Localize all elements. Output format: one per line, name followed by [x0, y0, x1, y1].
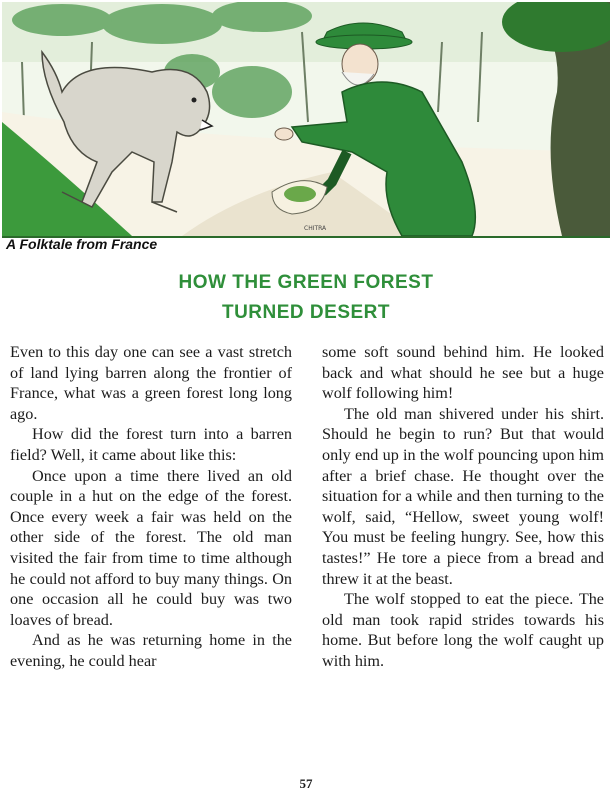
- left-column: [10, 342, 292, 672]
- caption: A Folktale from France: [6, 236, 158, 252]
- right-column: [322, 342, 604, 672]
- paragraph: Once upon a time there lived an old couple in a hut on the edge of the forest. Once every week a fair was held on the other side of the forest. The old man visited the fair from time to time although he could not afford to buy many things. On one occasion all he could buy was two loaves of bread.: [10, 466, 292, 629]
- paragraph: some soft sound behind him. He looked back and what should he see but a huge wolf following him!: [322, 343, 604, 403]
- paragraph: And as he was returning home in the evening, he could hear: [10, 631, 292, 670]
- paragraph: Even to this day one can see a vast stretch of land lying barren along the frontier of France, what was a green forest long long ago.: [10, 343, 292, 423]
- paragraph: The wolf stopped to eat the piece. The old man took rapid strides towards his home. But before long the wolf caught up with him.: [322, 590, 604, 670]
- wolf-and-old-man-drawing: [2, 2, 610, 236]
- story-illustration: [2, 2, 610, 238]
- story-title-line-2: TURNED DESERT: [221, 302, 390, 323]
- paragraph: The old man shivered under his shirt. Should he begin to run? But that would only end up in the wolf pouncing upon him after a brief chase. He thought over the situation for a while and then turning to the wolf, said, “Hellow, sweet young wolf! You must be feeling hungry. See, how this tastes!” He tore a piece from a bread and threw it at the beast.: [322, 404, 604, 588]
- paragraph: How did the forest turn into a barren field? Well, it came about like this:: [10, 425, 292, 464]
- story-title-line-1: HOW THE GREEN FOREST: [178, 272, 434, 293]
- page-number: 57: [299, 776, 313, 791]
- artist-signature: CHITRA: [304, 225, 327, 232]
